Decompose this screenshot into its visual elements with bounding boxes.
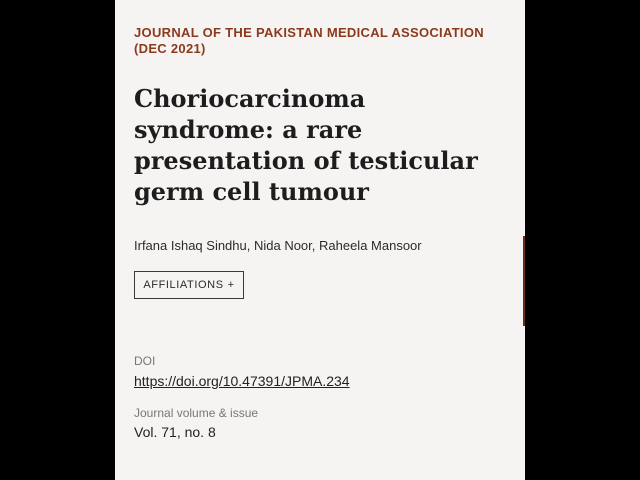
title-line: presentation of testicular xyxy=(134,146,478,175)
journal-name-line: JOURNAL OF THE PAKISTAN MEDICAL ASSOCIATION xyxy=(134,25,484,40)
article-title xyxy=(134,83,494,207)
journal-name xyxy=(134,25,504,57)
article-panel xyxy=(115,0,525,480)
title-line: syndrome: a rare xyxy=(134,115,363,144)
volume-label: Journal volume & issue xyxy=(134,406,259,420)
affiliations-button[interactable] xyxy=(134,271,244,299)
affiliations-label: AFFILIATIONS xyxy=(143,279,224,291)
plus-icon: + xyxy=(227,279,235,291)
doi-label: DOI xyxy=(134,354,156,368)
title-line: Choriocarcinoma xyxy=(134,84,366,113)
journal-date: (DEC 2021) xyxy=(134,41,206,56)
author-list: Irfana Ishaq Sindhu, Nida Noor, Raheela Mansoor xyxy=(134,238,422,253)
doi-link[interactable]: https://doi.org/10.47391/JPMA.234 xyxy=(134,373,350,389)
accent-divider xyxy=(523,236,525,326)
volume-value: Vol. 71, no. 8 xyxy=(134,424,216,440)
title-line: germ cell tumour xyxy=(134,177,369,206)
